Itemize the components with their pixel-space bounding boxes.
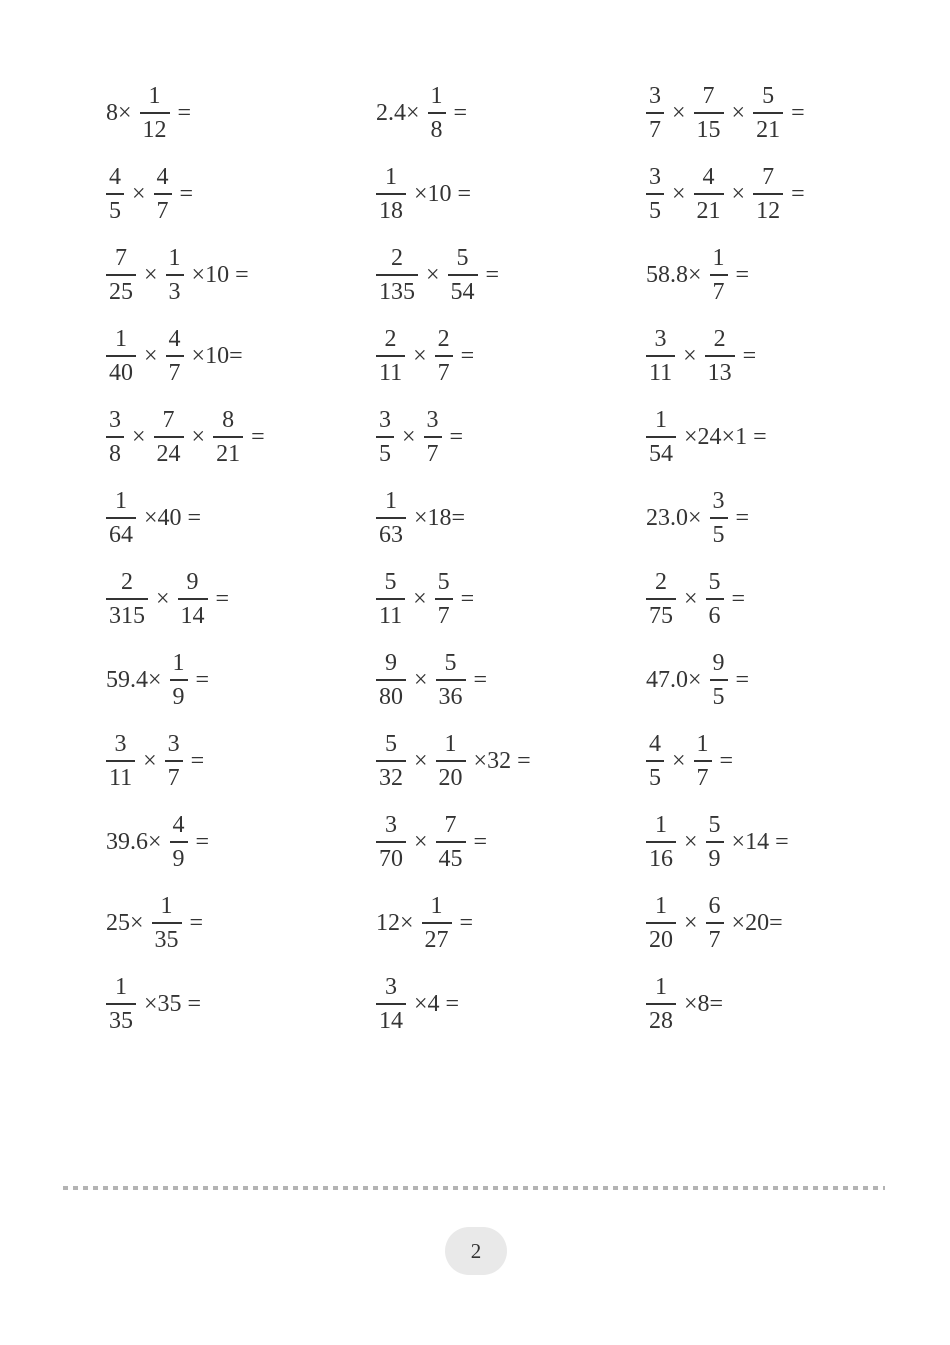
numerator: 1 — [655, 892, 667, 919]
numerator: 9 — [186, 568, 199, 595]
math-problem — [106, 83, 376, 143]
denominator: 11 — [379, 602, 403, 629]
text-term: = — [449, 423, 464, 450]
denominator: 18 — [379, 197, 403, 224]
numerator: 3 — [654, 325, 667, 352]
numerator: 2 — [655, 568, 667, 595]
text-term: = — [190, 747, 205, 774]
multiply-operator: × — [414, 828, 428, 855]
fraction — [753, 164, 783, 224]
text-term: = — [189, 909, 204, 936]
fraction — [646, 407, 676, 467]
denominator: 27 — [424, 926, 449, 953]
multiply-operator: × — [132, 180, 146, 207]
denominator: 6 — [708, 602, 721, 629]
fraction — [376, 569, 405, 629]
denominator: 28 — [649, 1007, 673, 1034]
math-problem — [106, 488, 376, 548]
math-problem — [106, 974, 376, 1034]
denominator: 7 — [696, 764, 709, 791]
fraction — [376, 407, 394, 467]
denominator: 135 — [379, 278, 415, 305]
text-term: = — [485, 261, 500, 288]
numerator: 1 — [655, 973, 667, 1000]
fraction — [646, 326, 675, 386]
fraction — [435, 569, 453, 629]
math-problem — [646, 407, 916, 467]
denominator: 8 — [109, 440, 121, 467]
fraction — [106, 164, 124, 224]
fraction — [435, 326, 453, 386]
numerator: 7 — [702, 82, 715, 109]
multiply-operator: × — [132, 423, 146, 450]
denominator: 7 — [156, 197, 169, 224]
text-term: = — [735, 504, 750, 531]
math-problem — [106, 569, 376, 629]
fraction — [106, 245, 136, 305]
denominator: 21 — [216, 440, 241, 467]
fraction — [753, 83, 783, 143]
denominator: 12 — [142, 116, 167, 143]
denominator: 54 — [450, 278, 475, 305]
fraction — [705, 326, 735, 386]
fraction — [646, 164, 664, 224]
numerator: 1 — [115, 487, 127, 514]
denominator: 70 — [379, 845, 403, 872]
text-term: = — [459, 909, 474, 936]
numerator: 7 — [162, 406, 175, 433]
text-term: = — [731, 585, 746, 612]
text-term: = — [453, 99, 468, 126]
denominator: 5 — [649, 197, 661, 224]
denominator: 7 — [437, 359, 450, 386]
fraction — [436, 650, 466, 710]
fraction — [646, 569, 676, 629]
denominator: 11 — [379, 359, 403, 386]
multiply-operator: × — [684, 828, 698, 855]
numerator: 7 — [444, 811, 457, 838]
page-number-badge — [445, 1227, 507, 1275]
numerator: 3 — [109, 406, 121, 433]
text-term: ×10 = — [414, 180, 472, 207]
numerator: 4 — [109, 163, 121, 190]
denominator: 12 — [756, 197, 781, 224]
denominator: 5 — [649, 764, 661, 791]
denominator: 315 — [109, 602, 145, 629]
numerator: 1 — [696, 730, 709, 757]
fraction — [646, 83, 664, 143]
denominator: 15 — [696, 116, 721, 143]
fraction — [106, 569, 148, 629]
text-term: 39.6× — [106, 828, 162, 855]
math-problem — [646, 488, 916, 548]
denominator: 16 — [649, 845, 673, 872]
denominator: 36 — [438, 683, 463, 710]
text-term: = — [735, 666, 750, 693]
denominator: 9 — [172, 845, 185, 872]
math-problem — [106, 407, 376, 467]
text-term: = — [742, 342, 757, 369]
math-problem — [646, 893, 916, 953]
multiply-operator: × — [426, 261, 440, 288]
numerator: 4 — [156, 163, 169, 190]
denominator: 21 — [756, 116, 781, 143]
text-term: = — [735, 261, 750, 288]
fraction — [376, 974, 406, 1034]
text-term: = — [460, 585, 475, 612]
denominator: 11 — [649, 359, 673, 386]
text-term: = — [473, 666, 488, 693]
numerator: 3 — [385, 973, 397, 1000]
denominator: 7 — [708, 926, 721, 953]
fraction — [106, 974, 136, 1034]
numerator: 4 — [649, 730, 661, 757]
math-problem — [376, 731, 646, 791]
fraction — [140, 83, 170, 143]
math-problem — [376, 83, 646, 143]
text-term: = — [179, 180, 194, 207]
numerator: 3 — [385, 811, 397, 838]
denominator: 40 — [109, 359, 133, 386]
math-problem — [106, 650, 376, 710]
denominator: 8 — [430, 116, 443, 143]
math-problem — [646, 245, 916, 305]
denominator: 35 — [109, 1007, 133, 1034]
text-term: 25× — [106, 909, 144, 936]
text-term: ×20= — [731, 909, 783, 936]
fraction — [422, 893, 452, 953]
numerator: 5 — [385, 730, 397, 757]
numerator: 3 — [426, 406, 439, 433]
multiply-operator: × — [156, 585, 170, 612]
numerator: 5 — [456, 244, 469, 271]
fraction — [646, 893, 676, 953]
denominator: 9 — [172, 683, 185, 710]
fraction — [710, 650, 728, 710]
math-problem — [376, 245, 646, 305]
text-term: ×8= — [684, 990, 724, 1017]
numerator: 5 — [444, 649, 457, 676]
denominator: 20 — [649, 926, 673, 953]
numerator: 1 — [385, 163, 397, 190]
text-term: ×40 = — [144, 504, 202, 531]
denominator: 7 — [168, 359, 181, 386]
math-problem — [106, 164, 376, 224]
fraction — [166, 326, 184, 386]
fraction — [694, 164, 724, 224]
text-term: = — [251, 423, 265, 450]
multiply-operator: × — [191, 423, 206, 450]
denominator: 7 — [167, 764, 180, 791]
fraction — [165, 731, 183, 791]
fraction — [106, 326, 136, 386]
fraction — [376, 812, 406, 872]
multiply-operator: × — [684, 909, 698, 936]
text-term: ×32 = — [473, 747, 531, 774]
math-problem — [106, 812, 376, 872]
multiply-operator: × — [413, 585, 427, 612]
text-term: ×10= — [191, 342, 243, 369]
text-term: 2.4× — [376, 99, 420, 126]
fraction — [448, 245, 478, 305]
numerator: 3 — [114, 730, 127, 757]
fraction — [706, 893, 724, 953]
numerator: 2 — [391, 244, 403, 271]
math-problem — [376, 650, 646, 710]
denominator: 54 — [649, 440, 673, 467]
denominator: 7 — [437, 602, 450, 629]
math-problem — [646, 164, 916, 224]
text-term: ×4 = — [414, 990, 460, 1017]
denominator: 32 — [379, 764, 403, 791]
text-term: 8× — [106, 99, 132, 126]
numerator: 1 — [712, 244, 725, 271]
math-problem — [646, 974, 916, 1034]
numerator: 8 — [222, 406, 235, 433]
math-problem — [646, 812, 916, 872]
numerator: 2 — [437, 325, 450, 352]
denominator: 9 — [708, 845, 721, 872]
text-term: ×10 = — [191, 261, 249, 288]
math-problem — [106, 326, 376, 386]
multiply-operator: × — [144, 342, 158, 369]
text-term: 58.8× — [646, 261, 702, 288]
denominator: 35 — [154, 926, 179, 953]
text-term: = — [177, 99, 192, 126]
fraction — [170, 650, 188, 710]
math-problem — [106, 893, 376, 953]
multiply-operator: × — [144, 261, 158, 288]
text-term: = — [473, 828, 488, 855]
fraction — [106, 407, 124, 467]
text-term: = — [791, 99, 805, 126]
numerator: 7 — [115, 244, 127, 271]
math-problem — [376, 569, 646, 629]
fraction — [646, 731, 664, 791]
multiply-operator: × — [731, 99, 746, 126]
numerator: 4 — [172, 811, 185, 838]
math-problem — [376, 326, 646, 386]
denominator: 14 — [180, 602, 205, 629]
multiply-operator: × — [672, 180, 686, 207]
numerator: 5 — [762, 82, 775, 109]
fraction — [376, 326, 405, 386]
numerator: 9 — [385, 649, 397, 676]
fraction — [376, 488, 406, 548]
text-term: 23.0× — [646, 504, 702, 531]
text-term: ×14 = — [731, 828, 789, 855]
text-term: = — [791, 180, 805, 207]
fraction — [106, 488, 136, 548]
numerator: 1 — [172, 649, 185, 676]
denominator: 5 — [712, 683, 725, 710]
fraction — [694, 731, 712, 791]
denominator: 21 — [696, 197, 721, 224]
numerator: 1 — [655, 406, 667, 433]
math-problem — [646, 731, 916, 791]
denominator: 25 — [109, 278, 133, 305]
numerator: 2 — [384, 325, 397, 352]
denominator: 64 — [109, 521, 133, 548]
fraction — [424, 407, 442, 467]
numerator: 4 — [702, 163, 715, 190]
numerator: 1 — [115, 325, 127, 352]
denominator: 20 — [438, 764, 463, 791]
multiply-operator: × — [414, 666, 428, 693]
fraction — [170, 812, 188, 872]
text-term: ×18= — [414, 504, 466, 531]
numerator: 6 — [708, 892, 721, 919]
fraction — [213, 407, 243, 467]
multiply-operator: × — [731, 180, 746, 207]
fraction — [166, 245, 184, 305]
numerator: 3 — [167, 730, 180, 757]
denominator: 14 — [379, 1007, 403, 1034]
denominator: 13 — [707, 359, 732, 386]
denominator: 7 — [712, 278, 725, 305]
text-term: = — [719, 747, 734, 774]
multiply-operator: × — [414, 747, 428, 774]
fraction — [106, 731, 135, 791]
multiply-operator: × — [683, 342, 697, 369]
multiply-operator: × — [413, 342, 427, 369]
fraction — [152, 893, 182, 953]
denominator: 5 — [109, 197, 121, 224]
numerator: 5 — [708, 568, 721, 595]
numerator: 1 — [655, 811, 667, 838]
fraction — [376, 650, 406, 710]
multiply-operator: × — [684, 585, 698, 612]
numerator: 7 — [762, 163, 775, 190]
fraction — [706, 812, 724, 872]
text-term: = — [215, 585, 230, 612]
denominator: 7 — [649, 116, 661, 143]
fraction — [706, 569, 724, 629]
math-problem — [106, 245, 376, 305]
numerator: 2 — [121, 568, 133, 595]
numerator: 5 — [384, 568, 397, 595]
math-problem — [646, 569, 916, 629]
numerator: 3 — [379, 406, 391, 433]
worksheet-grid — [106, 72, 916, 1044]
numerator: 9 — [712, 649, 725, 676]
denominator: 5 — [379, 440, 391, 467]
multiply-operator: × — [143, 747, 157, 774]
fraction — [428, 83, 446, 143]
dotted-divider — [63, 1186, 885, 1190]
numerator: 5 — [437, 568, 450, 595]
multiply-operator: × — [672, 99, 686, 126]
numerator: 3 — [712, 487, 725, 514]
denominator: 3 — [168, 278, 181, 305]
multiply-operator: × — [402, 423, 416, 450]
text-term: 47.0× — [646, 666, 702, 693]
fraction — [436, 731, 466, 791]
numerator: 1 — [115, 973, 127, 1000]
math-problem — [106, 731, 376, 791]
numerator: 1 — [430, 82, 443, 109]
fraction — [376, 731, 406, 791]
math-problem — [376, 974, 646, 1034]
text-term: 12× — [376, 909, 414, 936]
math-problem — [376, 407, 646, 467]
fraction — [710, 245, 728, 305]
denominator: 63 — [379, 521, 403, 548]
multiply-operator: × — [672, 747, 686, 774]
text-term: 59.4× — [106, 666, 162, 693]
text-term: = — [460, 342, 475, 369]
fraction — [694, 83, 724, 143]
numerator: 3 — [649, 163, 661, 190]
math-problem — [646, 326, 916, 386]
fraction — [376, 245, 418, 305]
page-number: 2 — [470, 1238, 482, 1263]
denominator: 45 — [438, 845, 463, 872]
text-term: = — [195, 666, 210, 693]
math-problem — [646, 83, 916, 143]
text-term: ×24×1 = — [684, 423, 767, 450]
text-term: = — [195, 828, 210, 855]
fraction — [710, 488, 728, 548]
fraction — [436, 812, 466, 872]
numerator: 1 — [148, 82, 161, 109]
numerator: 5 — [708, 811, 721, 838]
math-problem — [376, 488, 646, 548]
fraction — [154, 164, 172, 224]
numerator: 1 — [160, 892, 173, 919]
denominator: 24 — [156, 440, 181, 467]
numerator: 1 — [430, 892, 443, 919]
denominator: 5 — [712, 521, 725, 548]
fraction — [178, 569, 208, 629]
fraction — [376, 164, 406, 224]
math-problem — [376, 164, 646, 224]
fraction — [646, 974, 676, 1034]
text-term: ×35 = — [144, 990, 202, 1017]
numerator: 2 — [713, 325, 726, 352]
math-problem — [376, 893, 646, 953]
denominator: 7 — [426, 440, 439, 467]
math-problem — [376, 812, 646, 872]
math-problem — [646, 650, 916, 710]
numerator: 4 — [168, 325, 181, 352]
numerator: 1 — [168, 244, 181, 271]
fraction — [646, 812, 676, 872]
denominator: 80 — [379, 683, 403, 710]
denominator: 11 — [109, 764, 133, 791]
numerator: 1 — [444, 730, 457, 757]
numerator: 3 — [649, 82, 661, 109]
fraction — [154, 407, 184, 467]
numerator: 1 — [385, 487, 397, 514]
denominator: 75 — [649, 602, 673, 629]
